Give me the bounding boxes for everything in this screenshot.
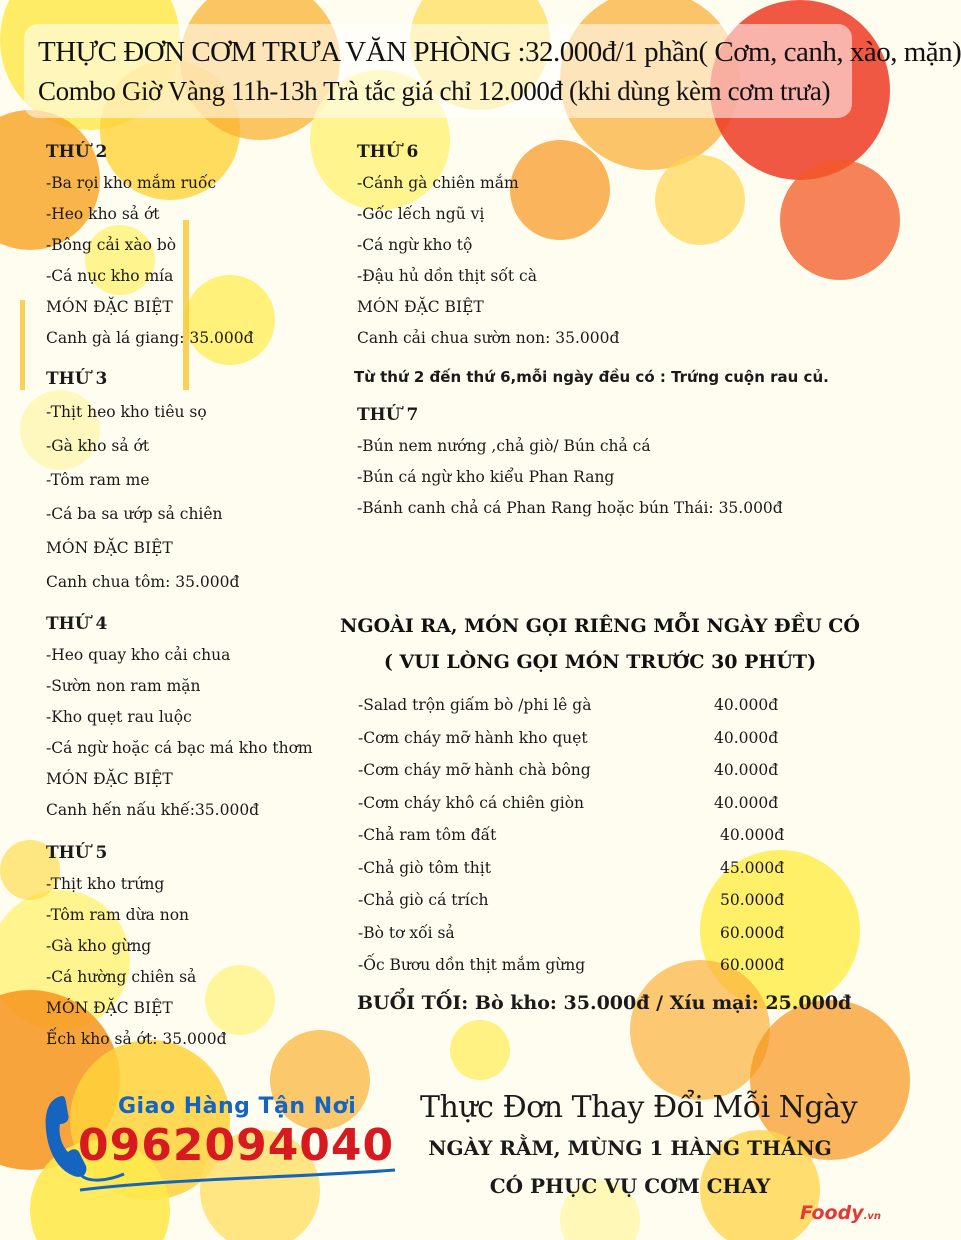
special-item: Canh gà lá giang: 35.000đ [46,329,254,347]
menu-item: -Cá hường chiên sả [46,968,197,986]
list-item [358,949,798,982]
menu-item: -Tôm ram dừa non [46,906,190,924]
foody-logo: Foody.vn [800,1202,882,1224]
menu-item: -Tôm ram me [46,471,150,489]
menu-item: -Cá nục kho mía [46,267,174,285]
dish-name: -Bò tơ xối sả [358,923,455,942]
menu-item: -Gà kho gừng [46,937,152,955]
day-section-tue [46,364,239,599]
day-title: THỨ 6 [357,142,419,162]
extra-title-line2: ( VUI LÒNG GỌI MÓN TRƯỚC 30 PHÚT) [383,651,817,673]
dish-name: -Salad trộn giấm bò /phi lê gà [358,696,592,714]
dish-name: -Chả giò tôm thịt [358,858,491,877]
evening-menu: BUỔI TỐI: Bò kho: 35.000đ / Xíu mại: 25.000đ [357,992,852,1014]
extra-dishes-heading [340,608,860,680]
menu-item: -Kho quẹt rau luộc [46,708,192,726]
list-item [358,689,798,722]
special-item: Canh hến nấu khế:35.000đ [46,801,260,819]
dish-price: 45.000đ [720,858,785,877]
menu-title: THỰC ĐƠN CƠM TRƯA VĂN PHÒNG :32.000đ/1 phần( Cơm, canh, xào, mặn) [38,36,961,68]
special-item: Ếch kho sả ớt: 35.000đ [46,1030,227,1048]
special-label: MÓN ĐẶC BIỆT [46,770,173,788]
list-item [358,819,798,852]
day-title: THỨ 3 [46,369,108,389]
day-title: THỨ 2 [46,142,108,162]
special-label: MÓN ĐẶC BIỆT [46,298,173,316]
menu-item: -Bún nem nướng ,chả giò/ Bún chả cá [357,437,651,455]
combo-title: Combo Giờ Vàng 11h-13h Trà tắc giá chỉ 12.000đ (khi dùng kèm cơm trưa) [38,76,831,106]
menu-item: -Bánh canh chả cá Phan Rang hoặc bún Thái: 35.000đ [357,499,783,517]
list-item [358,884,798,917]
dish-price: 40.000đ [714,728,779,747]
menu-item: -Gốc lếch ngũ vị [357,205,485,223]
menu-item: -Sườn non ram mặn [46,677,201,695]
dish-name: -Ốc Bươu dồn thịt mắm gừng [358,956,586,974]
list-item [358,852,798,885]
dish-price: 60.000đ [720,956,785,974]
list-item [358,722,798,755]
special-label: MÓN ĐẶC BIỆT [46,539,173,557]
day-section-wed [46,609,313,826]
day-title: THỨ 5 [46,843,108,863]
day-section-fri [357,137,619,354]
dish-price: 50.000đ [720,891,785,909]
menu-item: -Thịt kho trứng [46,875,165,893]
weekday-note: Từ thứ 2 đến thứ 6,mỗi ngày đều có : Trứng cuộn rau củ. [354,368,829,386]
special-item: Canh chua tôm: 35.000đ [46,573,240,591]
day-title: THỨ 4 [46,614,108,634]
menu-item: -Cá ba sa ướp sả chiên [46,505,223,523]
dish-price: 40.000đ [714,696,779,714]
day-section-sat [357,400,783,524]
dish-name: -Chả giò cá trích [358,891,489,909]
dish-name: -Cơm cháy mỡ hành chà bông [358,761,591,779]
dish-name: -Cơm cháy mỡ hành kho quẹt [358,728,588,747]
menu-item: -Ba rọi kho mắm ruốc [46,174,217,192]
menu-item: -Bún cá ngừ kho kiểu Phan Rang [357,468,615,486]
dish-name: -Cơm cháy khô cá chiên giòn [358,793,585,812]
list-item [358,917,798,950]
special-label: MÓN ĐẶC BIỆT [46,999,173,1017]
list-item [358,787,798,820]
phone-number[interactable]: 0962094040 [78,1120,395,1171]
vegetarian-note-line2: CÓ PHỤC VỤ CƠM CHAY [489,1174,771,1198]
menu-item: -Cá ngừ kho tộ [357,236,473,254]
menu-item: -Thịt heo kho tiêu sọ [46,403,207,421]
dish-price: 40.000đ [714,761,779,779]
extra-dishes-list [358,689,798,982]
dish-price: 60.000đ [720,923,785,942]
delivery-banner [40,1090,400,1190]
day-section-thu [46,838,227,1055]
special-item: Canh cải chua sườn non: 35.000đ [357,329,620,347]
menu-item: -Cá ngừ hoặc cá bạc má kho thơm [46,739,313,757]
dish-name: -Chả ram tôm đất [358,826,497,844]
list-item [358,754,798,787]
menu-item: -Bông cải xào bò [46,236,177,254]
delivery-label: Giao Hàng Tận Nơi [118,1094,357,1119]
day-section-mon [46,137,254,354]
extra-title-line1: NGOÀI RA, MÓN GỌI RIÊNG MỖI NGÀY ĐỀU CÓ [340,615,860,637]
special-label: MÓN ĐẶC BIỆT [357,298,484,316]
menu-item: -Gà kho sả ớt [46,437,150,455]
vegetarian-note-line1: NGÀY RẰM, MÙNG 1 HÀNG THÁNG [428,1136,832,1160]
day-title: THỨ 7 [357,405,419,425]
dish-price: 40.000đ [720,826,785,844]
swoosh-decoration [70,1168,400,1198]
menu-item: -Heo kho sả ớt [46,205,160,223]
menu-item: -Đậu hủ dồn thịt sốt cà [357,267,537,285]
dish-price: 40.000đ [714,793,779,812]
menu-item: -Heo quay kho cải chua [46,646,231,664]
menu-item: -Cánh gà chiên mắm [357,174,519,192]
menu-changes-note: Thực Đơn Thay Đổi Mỗi Ngày [420,1090,858,1125]
